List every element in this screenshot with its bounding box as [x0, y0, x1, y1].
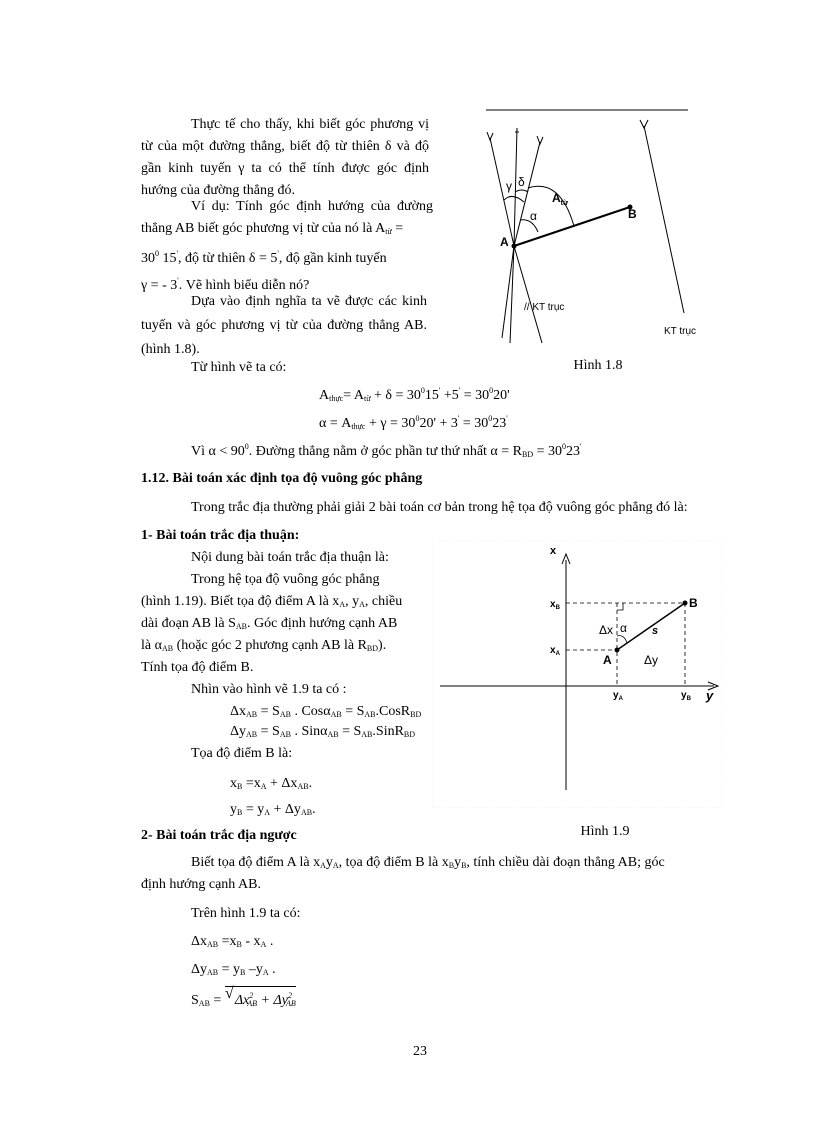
equation-3: Vì $\alpha < 90^0$. Đường thẳng nằm ở góc phần tư thứ nhất $\alpha = R_{BD} = 30^023'$: [191, 442, 582, 459]
magnetic-meridian-line-lower: [514, 246, 542, 343]
figure-1-9-caption: Hình 1.9: [580, 824, 630, 839]
axis-label-y: y: [706, 688, 714, 703]
sqrt-expression: √ $\Delta x^2_{AB} + \Delta y^2_{AB}$: [225, 986, 296, 1013]
page-number: 23: [413, 1044, 427, 1059]
equation-1: $A_{thực}= A_{từ} + \delta = 30^015' +5' = 30^020'$: [319, 386, 510, 403]
section-heading-1-12: 1.12. Bài toán xác định tọa độ vuông góc phẳng: [141, 471, 423, 486]
forward-line-7: Nhìn vào hình vẽ 1.9 ta có :: [191, 682, 347, 697]
intro-paragraph-2: Ví dụ: Tính góc định hướng của đường thẳng AB biết góc phương vị từ của nó là $A_{từ}$ = $30^0$ 15', độ từ thiên δ = 5', độ gần kinh tuyến γ = - 3'. Vẽ hình biểu diễn nó?: [141, 199, 433, 293]
inverse-formula-dy: $\Delta y_{AB} = y_B$ $-y_A$ .: [191, 962, 276, 977]
true-meridian-line: [514, 128, 517, 246]
inverse-line-1: Biết tọa độ điểm A là $x_Ay_A$, tọa độ điểm B là $x_By_B$, tính chiều dài đoạn thẳng AB; góc: [191, 855, 665, 870]
formula-yb: $y_B = y_A + \Delta y_{AB}$.: [230, 802, 316, 817]
grid-meridian-line: [514, 142, 540, 246]
inverse-formula-dx: $\Delta x_{AB} =x_B - x_A$ .: [191, 934, 274, 949]
gamma-arc: [504, 196, 524, 202]
tick-label-yb: $y_B$: [681, 690, 691, 702]
forward-line-4: dài đoạn AB là $S_{AB}$. Góc định hướng cạnh AB: [141, 616, 398, 631]
tick-label-ya: $y_A$: [613, 690, 623, 702]
inverse-line-3: Trên hình 1.9 ta có:: [191, 906, 301, 921]
intro-paragraph-3: Dựa vào định nghĩa ta vẽ được các kinh tuyến và góc phương vị từ của đường thẳng AB. (hình 1.8).: [141, 294, 427, 357]
label-a: A: [500, 235, 509, 249]
point-a: [512, 244, 517, 249]
formula-dy: $\Delta y_{AB} = S_{AB}$ . $Sin\alpha_{AB} = S_{AB}.SinR_{BD}$: [230, 724, 416, 739]
intro-paragraph-4: Từ hình vẽ ta có:: [191, 360, 287, 375]
label-alpha: α: [620, 621, 627, 635]
label-alpha: α: [530, 209, 537, 223]
delta-arc: [515, 190, 528, 192]
label-s: s: [652, 625, 659, 637]
label-atu: $A_{từ}$: [552, 191, 569, 207]
section-intro: Trong trắc địa thường phải giải 2 bài toán cơ bản trong hệ tọa độ vuông góc phẳng đó là:: [191, 500, 688, 515]
arrow-tip-icon: [537, 136, 543, 144]
figure-1-8: [484, 108, 704, 348]
forward-line-8: Tọa độ điểm B là:: [191, 746, 293, 761]
inverse-formula-s: $S_{AB}$ = √ $\Delta x^2_{AB} + \Delta y^2_{AB}$: [191, 986, 296, 1013]
label-kt: KT trục: [664, 326, 697, 337]
forward-line-1: Nội dung bài toán trắc địa thuận là:: [191, 550, 389, 565]
figure-1-8-caption: Hình 1.8: [573, 358, 623, 373]
label-gamma: γ: [506, 179, 512, 193]
arrow-tip-icon: [487, 132, 493, 140]
label-a: A: [603, 653, 612, 667]
tick-label-xb: $x_B$: [550, 599, 560, 611]
forward-line-3: (hình 1.19). Biết tọa độ điểm A là $x_A$, $y_A$, chiều: [141, 594, 403, 609]
formula-xb: $x_B =x_A + \Delta x_{AB}$.: [230, 776, 313, 791]
point-a: [615, 648, 620, 653]
label-kt-parallel: // KT trục: [524, 302, 565, 313]
label-delta: δ: [518, 175, 525, 189]
figure-frame: [432, 540, 722, 808]
subheading-forward-problem: 1- Bài toán trắc địa thuận:: [141, 528, 300, 543]
figure-1-9: [432, 540, 722, 808]
equation-2: $\alpha = A_{thực} + \gamma = 30^020' + 3' = 30^023'$: [319, 414, 508, 431]
point-b: [683, 601, 688, 606]
label-b: B: [628, 207, 637, 221]
formula-dx: $\Delta x_{AB} = S_{AB}$ . $Cos\alpha_{AB} = S_{AB}.CosR_{BD}$: [230, 704, 422, 719]
axis-label-x: x: [550, 545, 557, 557]
subheading-inverse-problem: 2- Bài toán trắc địa ngược: [141, 828, 297, 843]
label-b: B: [689, 596, 698, 610]
inverse-line-2: định hướng cạnh AB.: [141, 877, 261, 892]
forward-line-5: là $\alpha_{AB}$ (hoặc góc 2 phương cạnh AB là $R_{BD}$).: [141, 638, 387, 653]
label-dy: Δy: [644, 653, 659, 667]
tick-label-xa: $x_A$: [550, 645, 560, 657]
grid-meridian-kt-line: [644, 126, 684, 313]
label-dx: Δx: [599, 623, 614, 637]
forward-line-2: Trong hệ tọa độ vuông góc phẳng: [191, 572, 380, 587]
intro-paragraph-1: Thực tế cho thấy, khi biết góc phương vị từ của một đường thẳng, biết độ từ thiên δ và độ gần kinh tuyến γ ta có thể tính được góc định hướng của đường thẳng đó.: [141, 117, 429, 198]
forward-line-6: Tính tọa độ điểm B.: [141, 660, 254, 675]
